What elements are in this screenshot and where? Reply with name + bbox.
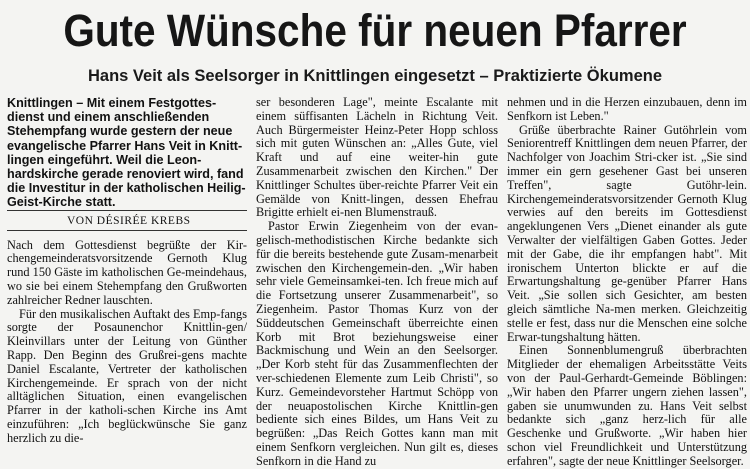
body-paragraph: Einen Sonnenblumengruß überbrachten Mitglieder der ehemaligen Arbeitsstätte Veits von der Paul-Gerhardt-Gemeinde Böblingen: „Wir haben den Pfarrer ungern ziehen lassen", gaben sie unumwunden zu. Hans Veit selbst bedankte sich „ganz herz-lich für alle Geschenke und Grußworte. „Wir haben hier schon viel Freundlichkeit und Unterstützung erfahren", sagte der neue Knittlinger Seelsorger. [507,343,747,468]
body-paragraph: ser besonderen Lage", meinte Escalante mit einem süffisanten Lächeln in Richtung Veit. Auch Bürgermeister Heinz-Peter Hopp schloss sich mit guten Wünschen an: „Alles Gute, viel Kraft und auf eine weiter-hin gute Zusammenarbeit zwischen den Kirchen." Der Knittlinger Schultes über-reichte Pfarrer Veit ein Gemälde von Knitt-lingen, dessen Ehefrau Brigitte erhielt ei-nen Blumenstrauß. [256,96,498,220]
body-paragraph: Grüße überbrachte Rainer Gutöhrlein vom Seniorentreff Knittlingen dem neuen Pfarrer, der Nachfolger von Joachim Stri-cker ist. „Sie sind immer ein gern gesehener Gast bei unseren Treffen", sagte Gutöhr-lein. Kirchengemeinderatsvorsitzender Gernoth Klug verwies auf den bereits im Gottesdienst angeklungenen Vers „Dienet einander als gute Verwalter der vielfältigen Gaben Gottes. Jeder mit der Gabe, die ihr empfangen habt". Mit ironischem Unterton blickte er auf die Erwartungshaltung ge-genüber Pfarrer Hans Veit. „Sie sollen sich Gesichter, am besten gleich sämtliche Na-men merken. Gleichzeitig stelle er fest, dass nur die Menschen eine solche Erwar-tungshaltung hätten. [507,122,747,344]
article-column-2 [256,96,498,468]
body-paragraph: nehmen und in die Herzen einzubauen, denn im Senfkorn ist Leben." [507,96,747,123]
byline-rule-top [7,210,247,211]
lead-paragraph: Knittlingen – Mit einem Festgottes-dienst und einem anschließenden Stehempfang wurde gestern der neue evangelische Pfarrer Hans Veit in Knitt-lingen eingeführt. Weil die Leon-hardskirche gerade renoviert wird, fand die Investitur in der katholischen Heilig-Geist-Kirche statt. [7,96,246,210]
article-column-3 [507,96,747,468]
byline: VON DÉSIRÉE KREBS [67,214,191,227]
body-paragraph: Nach dem Gottesdienst begrüßte der Kir-chengemeinderatsvorsitzende Gernoth Klug rund 150 Gäste im katholischen Ge-meindehaus, wo sie bei einem Stehempfang den Grußworten zahlreicher Redner lauschten. [7,237,247,307]
body-paragraph: Pastor Erwin Ziegenheim von der evan-gelisch-methodistischen Kirche bedankte sich für die bereits bestehende gute Zusam-menarbeit zwischen den Kirchengemein-den. „Wir haben sehr viele Gemeinsamkei-ten. Ich freue mich auf die Fortsetzung unserer Zusammenarbeit", so Ziegenheim. Pastor Thomas Kurz von der Süddeutschen Gemeinschaft überreichte einen Korb mit Brot beziehungsweise einer Backmischung und Wein an den Seelsorger. „Der Korb steht für das Zusammenflechten der ver-schiedenen Elemente zum Leib Christi", so Kurz. Gemeindevorsteher Hartmut Schöpp von der neuapostolischen Kirche Knittlin-gen bediente sich eines Bildes, um Hans Veit zu begrüßen: „Das Reich Gottes kann man mit einem Senfkorn vergleichen. Nun gilt es, dieses Senfkorn in die Hand zu [256,219,498,468]
body-paragraph: Für den musikalischen Auftakt des Emp-fangs sorgte der Posaunenchor Knittlin-gen/ Kleinvillars unter der Leitung von Günther Rapp. Den Beginn des Grußrei-gens machte Daniel Escalante, Vertreter der katholischen Kirchengemeinde. Er sprach von der nicht alltäglichen Situation, einen evangelischen Pfarrer in der katholi-schen Kirche ins Amt einzuführen: „Ich beglückwünsche Sie ganz herzlich zu die- [7,306,247,445]
headline: Gute Wünsche für neuen Pfarrer [63,5,687,56]
subheadline: Hans Veit als Seelsorger in Knittlingen eingesetzt – Praktizierte Ökumene [87,67,663,85]
byline-rule-bottom [7,230,247,231]
article-column-1 [7,96,247,468]
